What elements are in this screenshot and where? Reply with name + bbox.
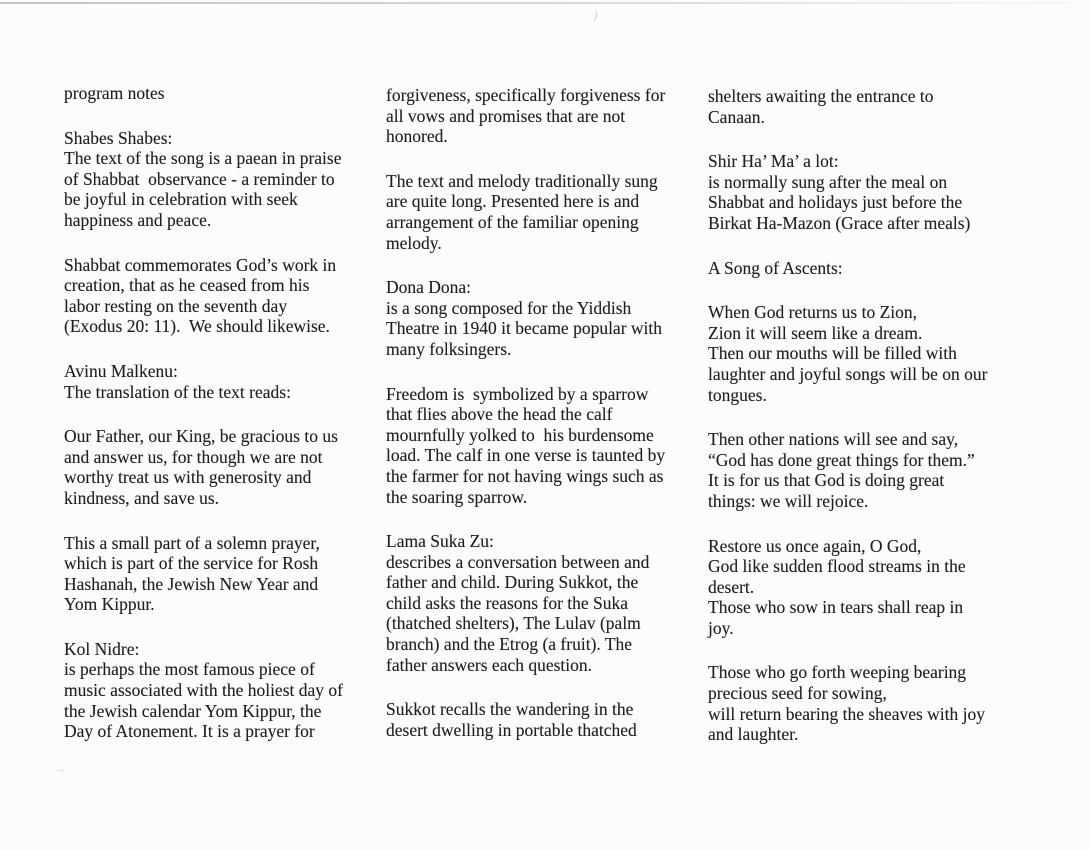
text-line: laughter and joyful songs will be on our xyxy=(708,363,988,384)
text-line: many folksingers. xyxy=(386,338,512,359)
text-line: desert dwelling in portable thatched xyxy=(386,719,637,740)
paragraph xyxy=(386,85,678,147)
text-line: A Song of Ascents: xyxy=(708,257,843,278)
text-line: melody. xyxy=(386,232,442,253)
paragraph xyxy=(64,639,356,742)
text-line: happiness and peace. xyxy=(64,209,212,230)
text-line: Sukkot recalls the wandering in the xyxy=(386,699,634,720)
paragraph xyxy=(708,536,1000,639)
text-line: The translation of the text reads: xyxy=(64,381,291,402)
text-line: all vows and promises that are not xyxy=(386,105,626,126)
paragraph xyxy=(708,151,1000,233)
paragraph xyxy=(64,83,356,104)
text-line: and answer us, for though we are not xyxy=(64,446,323,467)
text-line: worthy treat us with generosity and xyxy=(64,467,312,488)
text-line: Restore us once again, O God, xyxy=(708,535,922,556)
text-line: things: we will rejoice. xyxy=(708,490,869,511)
text-line: branch) and the Etrog (a fruit). The xyxy=(386,634,633,655)
text-line: tongues. xyxy=(708,384,767,405)
scan-speck: ~ xyxy=(57,764,65,779)
text-line: load. The calf in one verse is taunted by xyxy=(386,445,666,466)
text-line: Shir Ha’ Ma’ a lot: xyxy=(708,151,839,172)
text-line: that flies above the head the calf xyxy=(386,404,613,425)
paragraph xyxy=(64,361,356,402)
paragraph xyxy=(64,128,356,231)
text-line: creation, that as he ceased from his xyxy=(64,275,310,296)
text-line: is a song composed for the Yiddish xyxy=(386,297,632,318)
paragraph xyxy=(386,531,678,675)
text-line: father and child. During Sukkot, the xyxy=(386,572,639,593)
text-line: It is for us that God is doing great xyxy=(708,470,945,491)
text-line: Then other nations will see and say, xyxy=(708,429,959,450)
text-line: the farmer for not having wings such as xyxy=(386,465,664,486)
text-line: will return bearing the sheaves with joy xyxy=(708,703,986,724)
text-line: Theatre in 1940 it became popular with xyxy=(386,318,663,339)
text-line: of Shabbat observance - a reminder to xyxy=(64,168,335,189)
text-line: Shabbat commemorates God’s work in xyxy=(64,254,337,275)
text-line: child asks the reasons for the Suka xyxy=(386,592,629,613)
text-line: When God returns us to Zion, xyxy=(708,302,917,323)
text-line: The text and melody traditionally sung xyxy=(386,170,658,191)
text-line: Kol Nidre: xyxy=(64,638,140,659)
text-line: joy. xyxy=(708,617,734,638)
paragraph xyxy=(708,258,1000,279)
text-line: program notes xyxy=(64,83,165,103)
text-line: (Exodus 20: 11). We should likewise. xyxy=(64,316,330,337)
text-column-middle xyxy=(386,85,678,740)
text-line: precious seed for sowing, xyxy=(708,683,887,704)
paragraph xyxy=(708,429,1000,511)
text-line: arrangement of the familiar opening xyxy=(386,211,639,232)
text-line: are quite long. Presented here is and xyxy=(386,191,640,212)
paragraph xyxy=(64,255,356,337)
text-line: honored. xyxy=(386,126,448,147)
text-line: music associated with the holiest day of xyxy=(64,680,343,701)
text-line: Shabes Shabes: xyxy=(64,127,173,148)
paragraph xyxy=(386,277,678,359)
text-line: which is part of the service for Rosh xyxy=(64,553,319,574)
text-line: Day of Atonement. It is a prayer for xyxy=(64,721,315,742)
paragraph xyxy=(708,86,1000,127)
text-line: is normally sung after the meal on xyxy=(708,171,948,192)
text-line: (thatched shelters), The Lulav (palm xyxy=(386,613,641,634)
text-line: father answers each question. xyxy=(386,654,593,675)
scan-edge-line xyxy=(0,2,1090,4)
paragraph xyxy=(386,699,678,740)
text-line: The text of the song is a paean in praise xyxy=(64,148,342,169)
text-line: kindness, and save us. xyxy=(64,487,220,508)
paragraph xyxy=(708,662,1000,744)
text-line: This a small part of a solemn prayer, xyxy=(64,532,320,553)
text-line: shelters awaiting the entrance to xyxy=(708,86,934,106)
text-line: be joyful in celebration with seek xyxy=(64,189,298,210)
paragraph xyxy=(64,533,356,615)
text-line: Canaan. xyxy=(708,106,765,127)
text-line: “God has done great things for them.” xyxy=(708,449,975,470)
text-line: the Jewish calendar Yom Kippur, the xyxy=(64,700,322,721)
text-line: Lama Suka Zu: xyxy=(386,531,494,552)
text-line: Shabbat and holidays just before the xyxy=(708,192,963,213)
text-line: the soaring sparrow. xyxy=(386,486,528,507)
text-line: Those who sow in tears shall reap in xyxy=(708,597,964,618)
paragraph xyxy=(708,302,1000,405)
text-line: desert. xyxy=(708,576,755,597)
text-column-right xyxy=(708,86,1000,745)
text-line: is perhaps the most famous piece of xyxy=(64,659,315,680)
text-line: Those who go forth weeping bearing xyxy=(708,662,967,683)
paragraph xyxy=(386,384,678,508)
text-line: Our Father, our King, be gracious to us xyxy=(64,426,338,447)
text-line: Then our mouths will be filled with xyxy=(708,343,957,364)
text-line: describes a conversation between and xyxy=(386,551,650,572)
text-line: Zion it will seem like a dream. xyxy=(708,322,923,343)
text-line: forgiveness, specifically forgiveness for xyxy=(386,85,666,105)
text-line: labor resting on the seventh day xyxy=(64,295,288,316)
text-line: Hashanah, the Jewish New Year and xyxy=(64,573,319,594)
text-line: Birkat Ha-Mazon (Grace after meals) xyxy=(708,212,971,233)
text-line: God like sudden flood streams in the xyxy=(708,556,966,577)
scan-speck: ) xyxy=(591,7,600,24)
text-column-left xyxy=(64,83,356,742)
text-line: Freedom is symbolized by a sparrow xyxy=(386,383,649,404)
text-line: Avinu Malkenu: xyxy=(64,360,178,381)
text-line: and laughter. xyxy=(708,724,799,745)
text-line: Dona Dona: xyxy=(386,277,472,298)
paragraph xyxy=(64,426,356,508)
text-line: mournfully yolked to his burdensome xyxy=(386,424,654,445)
text-line: Yom Kippur. xyxy=(64,594,155,615)
paragraph xyxy=(386,171,678,253)
